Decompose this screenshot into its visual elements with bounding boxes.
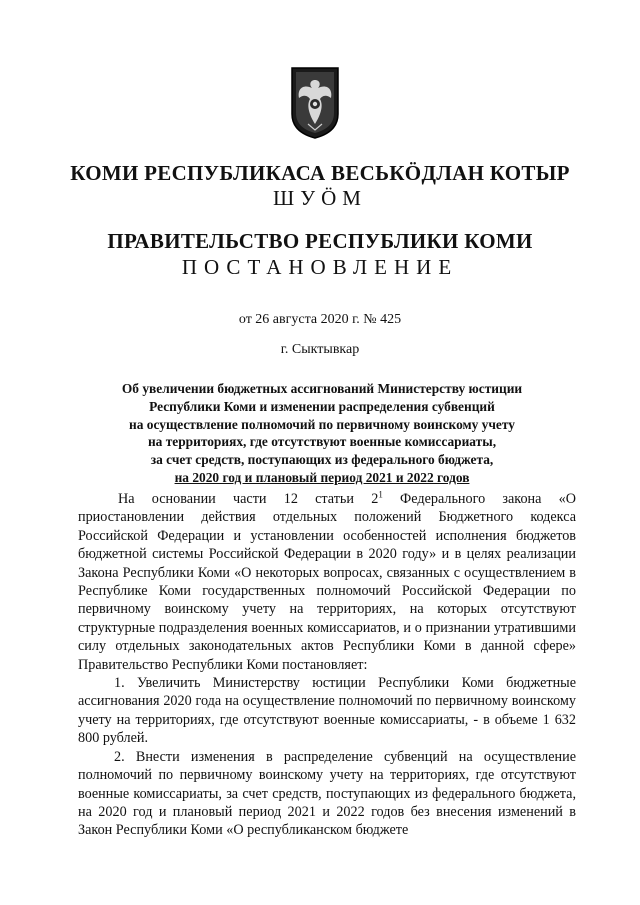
decree-city: г. Сыктывкар xyxy=(280,342,360,357)
title-line-underlined: на 2020 год и плановый период 2021 и 2022 годов xyxy=(174,469,470,485)
decree-date-number: от 26 августа 2020 г. № 425 xyxy=(238,312,402,327)
decree-title xyxy=(98,380,546,487)
komi-coat-of-arms-icon xyxy=(290,66,340,140)
decree-word: ПОСТАНОВЛЕНИЕ xyxy=(181,255,459,279)
title-line: за счет средств, поступающих из федерального бюджета, xyxy=(150,452,494,468)
government-title: ПРАВИТЕЛЬСТВО РЕСПУБЛИКИ КОМИ xyxy=(107,229,533,253)
komi-decree-word: ШУÖМ xyxy=(273,186,367,210)
intro-text-start: На основании части 12 статьи 2 xyxy=(118,491,379,507)
title-line: на территориях, где отсутствуют военные комиссариаты, xyxy=(147,434,497,450)
intro-paragraph xyxy=(78,490,576,674)
item-2-paragraph: 2. Внести изменения в распределение субвенций на осуществление полномочий по первичному воинскому учету на территориях, где отсутствуют военные комиссариаты, за счет средств, поступающих из федерального бюджета, на 2020 год и плановый период 2021 и 2022 годов без внесения изменений в Закон Республики Коми «О республиканском бюджете xyxy=(78,748,576,839)
title-line: Об увеличении бюджетных ассигнований Министерству юстиции xyxy=(121,381,523,396)
komi-government-title: КОМИ РЕСПУБЛИКАСА ВЕСЬКÖДЛАН КОТЫР xyxy=(70,161,570,185)
intro-text-rest: Федерального закона «О приостановлении действия отдельных положений Бюджетного кодекса Российской Федерации и установлении особенностей исполнения бюджетов бюджетной системы Российской Федерации в 2020 году» и в целях реализации Закона Республики Коми «О некоторых вопросах, связанных с осуществлением в Республике Коми государственных полномочий Российской Федерации по первичному воинскому учету на территориях, на которых отсутствуют структурные подразделения военных комиссариатов, и о признании утратившими силу отдельных законодательных актов Республики Коми в данной сфере» Правительство Республики Коми постановляет: xyxy=(78,491,576,673)
article-superscript: 1 xyxy=(378,489,383,500)
item-1-paragraph: 1. Увеличить Министерству юстиции Республики Коми бюджетные ассигнования 2020 года на осуществление полномочий по первичному воинскому учету на территориях, где отсутствуют военные комиссариаты, - в объеме 1 632 800 рублей. xyxy=(78,675,576,747)
title-line: Республики Коми и изменении распределения субвенций xyxy=(149,398,495,414)
title-line: на осуществление полномочий по первичному воинскому учету xyxy=(129,416,515,432)
decree-body xyxy=(78,490,576,840)
